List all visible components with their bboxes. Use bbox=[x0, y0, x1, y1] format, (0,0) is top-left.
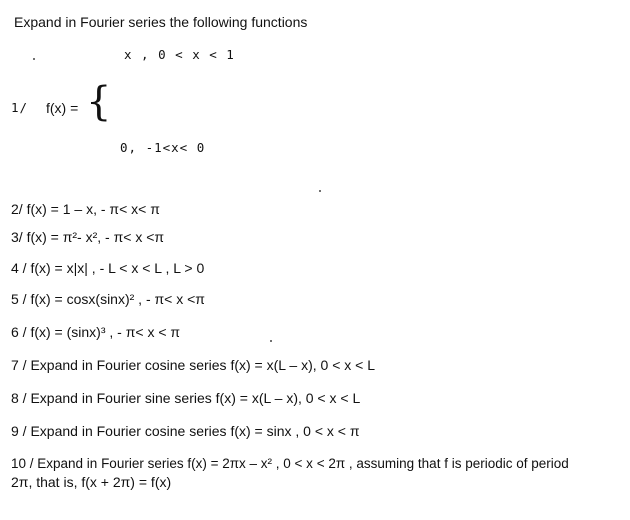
problem-2: 2/ f(x) = 1 – x, - π< x< π bbox=[11, 201, 160, 217]
scan-speck bbox=[319, 190, 321, 192]
problem-1-number: 1/ bbox=[11, 100, 29, 115]
page-title: Expand in Fourier series the following functions bbox=[14, 14, 308, 30]
problem-7: 7 / Expand in Fourier cosine series f(x) = x(L – x), 0 < x < L bbox=[11, 357, 376, 373]
problem-10-line-1: 10 / Expand in Fourier series f(x) = 2πx – x² , 0 < x < 2π , assuming that f is periodic of period bbox=[11, 456, 569, 471]
problem-6: 6 / f(x) = (sinx)³ , - π< x < π bbox=[11, 324, 181, 340]
problem-4: 4 / f(x) = x|x| , - L < x < L , L > 0 bbox=[11, 260, 205, 276]
problem-1-case-bottom: 0, -1<x< 0 bbox=[120, 140, 206, 155]
problem-1-case-top: x , 0 < x < 1 bbox=[124, 47, 235, 62]
problem-10-line-2: 2π, that is, f(x + 2π) = f(x) bbox=[11, 474, 172, 490]
problem-5: 5 / f(x) = cosx(sinx)² , - π< x <π bbox=[11, 291, 205, 307]
scan-speck bbox=[270, 340, 272, 342]
problem-1-brace: { bbox=[86, 79, 112, 125]
problem-3: 3/ f(x) = π²- x², - π< x <π bbox=[11, 229, 165, 245]
problem-8: 8 / Expand in Fourier sine series f(x) = x(L – x), 0 < x < L bbox=[11, 390, 361, 406]
problem-9: 9 / Expand in Fourier cosine series f(x) = sinx , 0 < x < π bbox=[11, 423, 360, 439]
scan-speck bbox=[33, 58, 35, 60]
problem-1-lhs: f(x) = bbox=[46, 100, 79, 116]
